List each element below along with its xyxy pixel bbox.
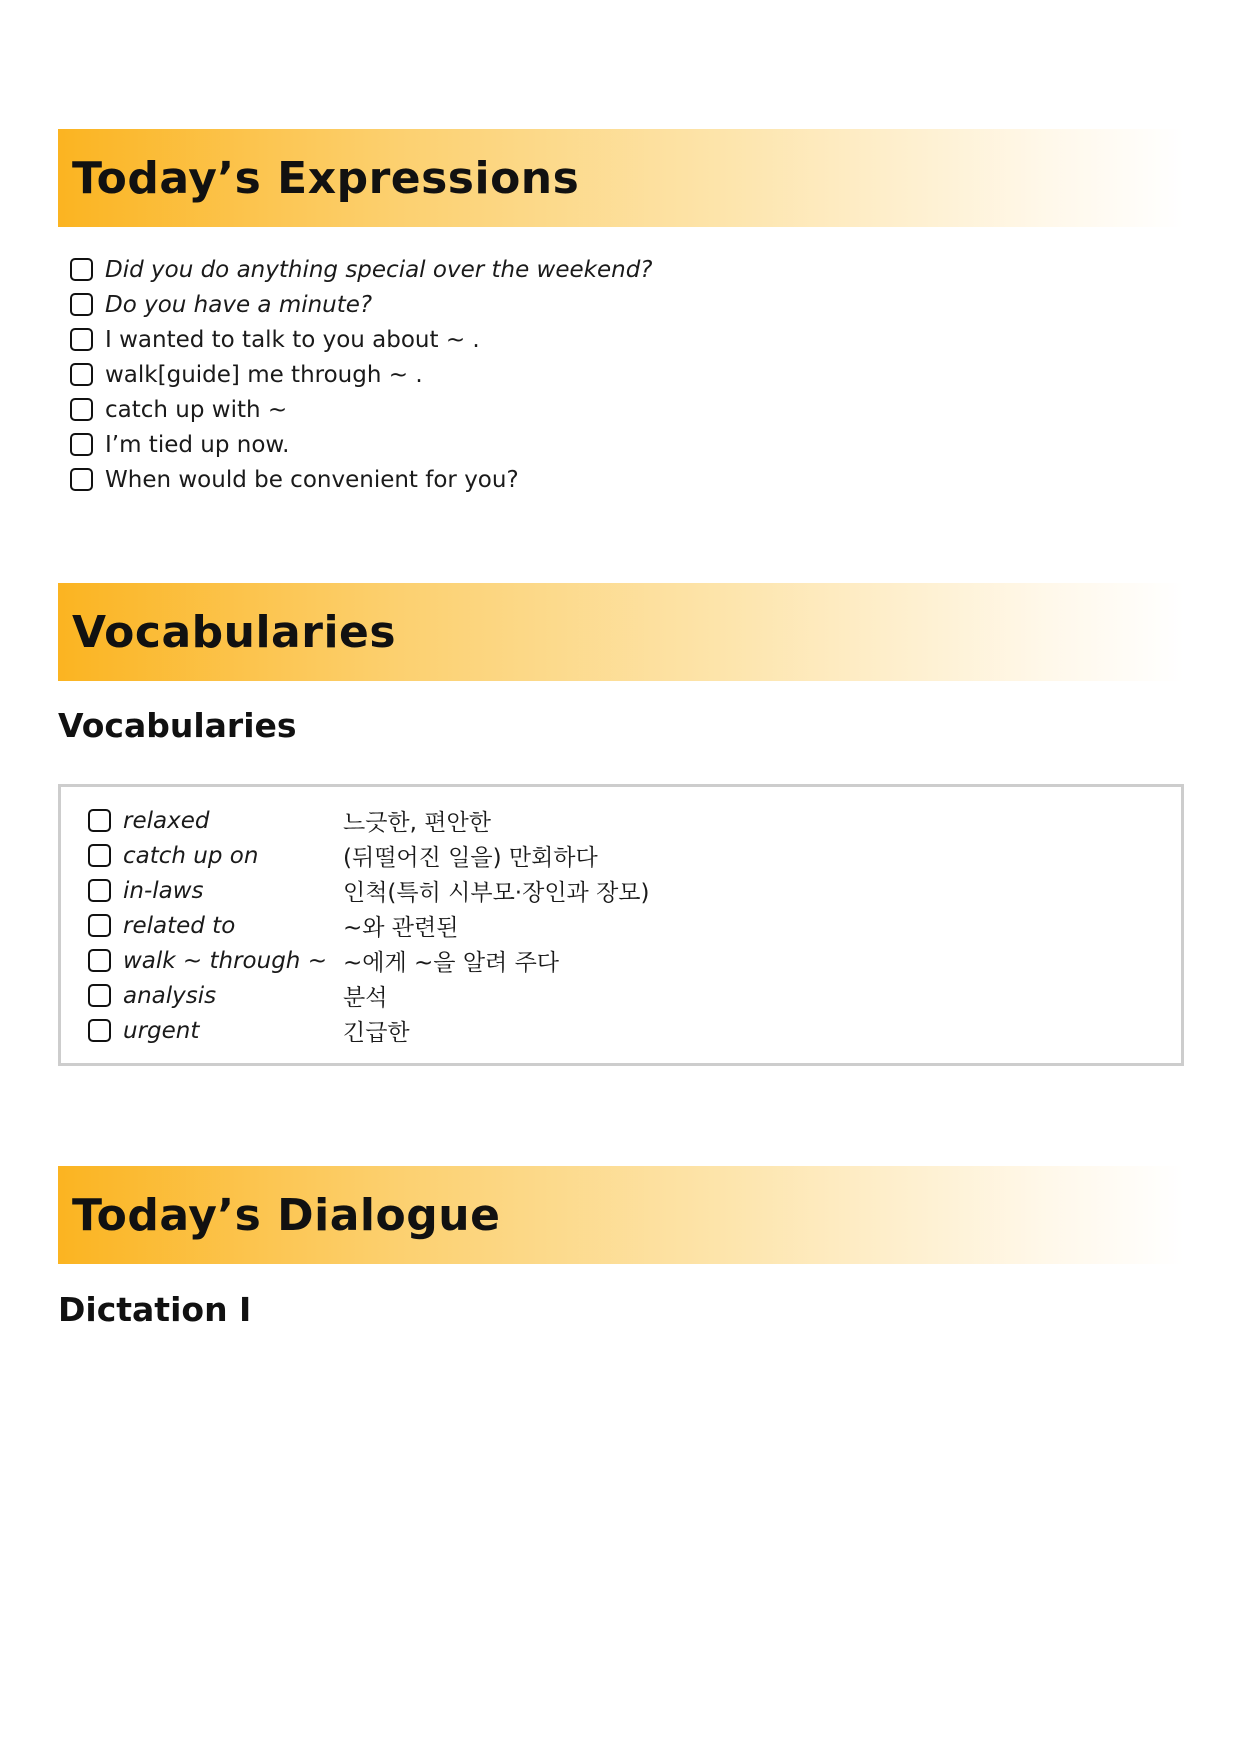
expression-text: I’m tied up now.	[105, 431, 290, 458]
vocabulary-term: catch up on	[123, 842, 259, 869]
expression-text: Did you do anything special over the weekend?	[105, 256, 653, 283]
vocabulary-meaning: (뒤떨어진 일을) 만회하다	[343, 845, 598, 871]
vocabulary-meaning: 인척(특히 시부모·장인과 장모)	[343, 880, 650, 906]
expression-item	[70, 287, 653, 322]
expression-text: catch up with ~	[105, 396, 288, 423]
vocabulary-item	[88, 908, 650, 943]
vocabularies-subheading: Vocabularies	[58, 706, 297, 745]
checkbox[interactable]	[70, 328, 93, 351]
expression-text: walk[guide] me through ~ .	[105, 361, 423, 388]
vocabulary-meaning: ~와 관련된	[343, 915, 459, 941]
checkbox[interactable]	[88, 879, 111, 902]
expression-item	[70, 252, 653, 287]
vocabulary-item	[88, 1013, 650, 1048]
vocabulary-meaning: 느긋한, 편안한	[343, 810, 491, 836]
vocabulary-term: urgent	[123, 1017, 200, 1044]
expression-item	[70, 357, 653, 392]
vocabulary-box	[58, 784, 1184, 1066]
vocabulary-checklist	[88, 803, 650, 1048]
expression-text: I wanted to talk to you about ~ .	[105, 326, 480, 353]
checkbox[interactable]	[70, 363, 93, 386]
expression-item	[70, 427, 653, 462]
dictation-subheading: Dictation I	[58, 1290, 252, 1329]
checkbox[interactable]	[70, 398, 93, 421]
vocabulary-term: in-laws	[123, 877, 204, 904]
expressions-banner	[58, 129, 1184, 227]
dialogue-heading: Today’s Dialogue	[72, 1189, 501, 1241]
expression-item	[70, 322, 653, 357]
vocabulary-term: relaxed	[123, 807, 210, 834]
expressions-checklist	[70, 252, 653, 497]
vocabulary-item	[88, 873, 650, 908]
checkbox[interactable]	[70, 468, 93, 491]
dialogue-banner	[58, 1166, 1184, 1264]
vocabulary-item	[88, 978, 650, 1013]
expression-item	[70, 462, 653, 497]
vocabulary-term: walk ~ through ~	[123, 947, 327, 974]
checkbox[interactable]	[70, 258, 93, 281]
expression-text: When would be convenient for you?	[105, 466, 519, 493]
expressions-heading: Today’s Expressions	[72, 152, 580, 204]
vocabulary-item	[88, 838, 650, 873]
vocabulary-item	[88, 803, 650, 838]
checkbox[interactable]	[70, 293, 93, 316]
vocabulary-meaning: ~에게 ~을 알려 주다	[343, 950, 560, 976]
vocabulary-meaning: 분석	[343, 985, 388, 1011]
expression-text: Do you have a minute?	[105, 291, 373, 318]
checkbox[interactable]	[88, 844, 111, 867]
checkbox[interactable]	[88, 984, 111, 1007]
checkbox[interactable]	[88, 914, 111, 937]
vocabulary-meaning: 긴급한	[343, 1020, 410, 1046]
checkbox[interactable]	[88, 1019, 111, 1042]
checkbox[interactable]	[88, 809, 111, 832]
vocabulary-item	[88, 943, 650, 978]
expression-item	[70, 392, 653, 427]
vocabulary-term: related to	[123, 912, 236, 939]
checkbox[interactable]	[88, 949, 111, 972]
vocabularies-heading: Vocabularies	[72, 606, 397, 658]
checkbox[interactable]	[70, 433, 93, 456]
vocabularies-banner	[58, 583, 1184, 681]
vocabulary-term: analysis	[123, 982, 217, 1009]
